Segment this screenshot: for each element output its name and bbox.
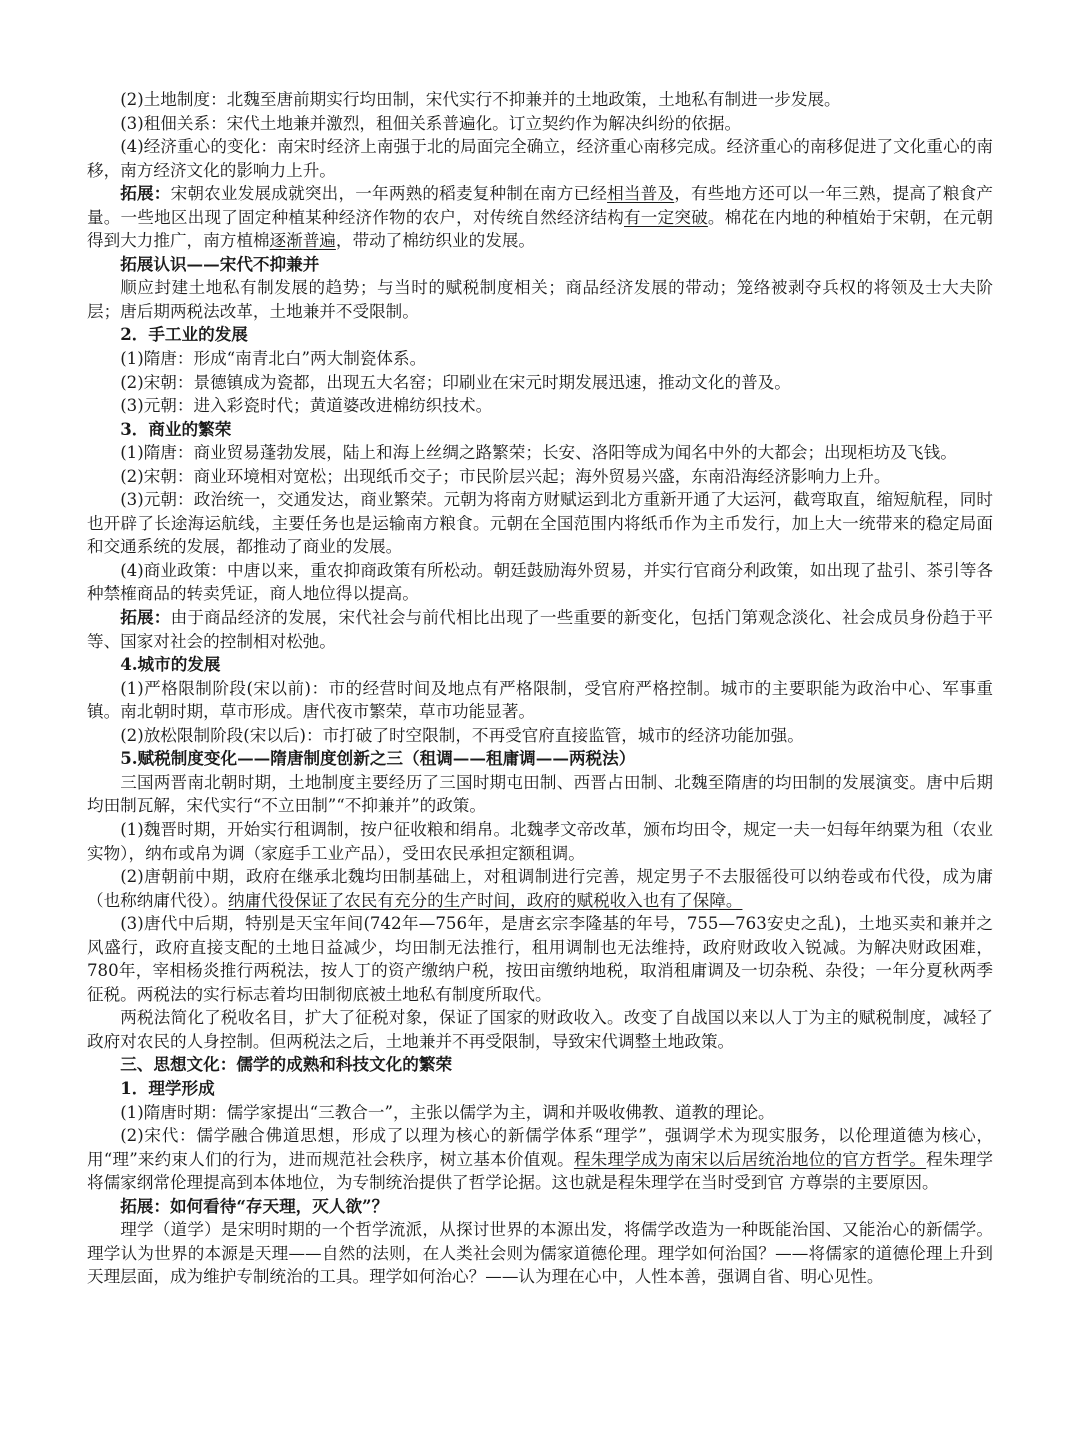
text-span: 2．手工业的发展: [120, 324, 248, 345]
text-span: (2)放松限制阶段(宋以后)：市打破了时空限制，不再受官府直接监管，城市的经济功能加强。: [120, 725, 804, 745]
text-span: (4)商业政策：中唐以来，重农抑商政策有所松动。朝廷鼓励海外贸易，并实行官商分利政策，如出现了盐引、茶引等各种禁榷商品的转卖凭证，商人地位得以提高。: [87, 560, 993, 604]
paragraph: [87, 88, 993, 112]
paragraph: [87, 488, 993, 559]
underlined-text: 逐渐普遍: [269, 231, 336, 251]
text-span: (4)经济重心的变化：南宋时经济上南强于北的局面完全确立，经济重心南移完成。经济重心的南移促进了文化重心的南移，南方经济文化的影响力上升。: [87, 137, 993, 180]
text-span: (3)租佃关系：宋代土地兼并激烈，租佃关系普遍化。订立契约作为解决纠纷的依据。: [120, 113, 742, 133]
underlined-text: 相当普及: [607, 184, 675, 204]
paragraph: [87, 112, 993, 136]
text-span: (1)隋唐：形成“南青北白”两大制瓷体系。: [120, 349, 427, 369]
paragraph: [87, 606, 993, 653]
section-heading: [87, 1053, 993, 1077]
underlined-text: 程朱理学成为南宋以后居统治地位的官方哲学。: [573, 1149, 927, 1169]
bold-label: 拓展：: [120, 607, 171, 628]
text-span: 拓展：如何看待“存天理，灭人欲”？: [120, 1195, 389, 1216]
paragraph: [87, 1218, 993, 1289]
text-span: (2)唐朝前中期，政府在继承北魏均田制基础上，对租调制进行完善，规定男子不去服徭役可以纳卷或布代役，成为庸（也称纳庸代役）。: [87, 867, 993, 910]
bold-label: 拓展：: [120, 183, 171, 204]
section-heading: [87, 1195, 993, 1219]
paragraph: [87, 394, 993, 418]
document-body: [87, 88, 993, 1289]
text-span: (3)元朝：政治统一，交通发达，商业繁荣。元朝为将南方财赋运到北方重新开通了大运河，截弯取直，缩短航程，同时也开辟了长途海运航线，主要任务也是运输南方粮食。元朝在全国范围内将纸币作为主币发行，加上大一统带来的稳定局面和交通系统的发展，都推动了商业的发展。: [87, 490, 993, 557]
text-span: ，有些地方还可以一年三熟，提高了粮食产量。一些地区出现了固定种植某种经济作物的农户，对传统自然经济结构: [87, 184, 994, 227]
text-span: (1)隋唐时期：儒学家提出“三教合一”，主张以儒学为主，调和并吸收佛教、道教的理论。: [120, 1102, 775, 1122]
text-span: 顺应封建土地私有制发展的趋势；与当时的赋税制度相关；商品经济发展的带动；笼络被剥夺兵权的将领及士大夫阶层；唐后期两税法改革，土地兼并不受限制。: [87, 278, 993, 321]
text-span: (1)魏晋时期，开始实行租调制，按户征收粮和绢帛。北魏孝文帝改革，颁布均田令，规定一夫一妇每年纳粟为租（农业实物），纳布或帛为调（家庭手工业产品），受田农民承担定额租调。: [87, 819, 993, 863]
paragraph: [87, 371, 993, 395]
paragraph: [87, 677, 993, 724]
paragraph: [87, 724, 993, 748]
underlined-text: 有一定突破: [624, 207, 708, 227]
text-span: 三国两晋南北朝时期，土地制度主要经历了三国时期屯田制、西晋占田制、北魏至隋唐的均田制的发展演变。唐中后期均田制瓦解，宋代实行“不立田制”“不抑兼并”的政策。: [87, 772, 993, 816]
paragraph: [87, 865, 993, 912]
text-span: (1)隋唐：商业贸易蓬勃发展，陆上和海上丝绸之路繁荣；长安、洛阳等成为闻名中外的大都会；出现柜坊及飞钱。: [120, 443, 957, 463]
section-heading: [87, 323, 993, 347]
paragraph: [87, 441, 993, 465]
text-span: 三、思想文化：儒学的成熟和科技文化的繁荣: [120, 1054, 453, 1075]
paragraph: [87, 276, 993, 323]
text-span: (2)土地制度：北魏至唐前期实行均田制，宋代实行不抑兼并的土地政策，土地私有制进一步发展。: [120, 90, 841, 109]
text-span: ，带动了棉纺织业的发展。: [335, 231, 536, 251]
text-span: (2)宋朝：商业环境相对宽松；出现纸币交子；市民阶层兴起；海外贸易兴盛，东南沿海经济影响力上升。: [120, 466, 891, 486]
paragraph: [87, 559, 993, 606]
text-span: 5.赋税制度变化——隋唐制度创新之三（租调——租庸调——两税法）: [120, 748, 636, 769]
text-span: 4.城市的发展: [120, 654, 221, 675]
section-heading: [87, 1077, 993, 1101]
paragraph: [87, 135, 993, 182]
text-span: (2)宋朝：景德镇成为瓷都，出现五大名窑；印刷业在宋元时期发展迅速，推动文化的普及。: [120, 372, 791, 392]
paragraph: [87, 1101, 993, 1125]
text-span: 两税法简化了税收名目，扩大了征税对象，保证了国家的财政收入。改变了自战国以来以人丁为主的赋税制度，减轻了政府对农民的人身控制。但两税法之后，土地兼并不再受限制，导致宋代调整土地政策。: [87, 1008, 993, 1051]
paragraph: [87, 1124, 993, 1195]
text-span: 宋朝农业发展成就突出，一年两熟的稻麦复种制在南方已经: [170, 184, 608, 204]
text-span: 由于商品经济的发展，宋代社会与前代相比出现了一些重要的新变化，包括门第观念淡化、社会成员身份趋于平等、国家对社会的控制相对松弛。: [87, 608, 994, 651]
text-span: 1．理学形成: [120, 1077, 215, 1098]
paragraph: [87, 347, 993, 371]
paragraph: [87, 182, 993, 253]
section-heading: [87, 747, 993, 771]
section-heading: [87, 253, 993, 277]
text-span: 拓展认识——宋代不抑兼并: [120, 253, 320, 274]
text-span: 程朱理学将儒家纲常伦理提高到本体地位，为专制统治提供了哲学论据。这也就是程朱理学在当时受到官 方尊崇的主要原因。: [87, 1149, 994, 1193]
text-span: (3)元朝：进入彩瓷时代；黄道婆改进棉纺织技术。: [120, 396, 493, 416]
paragraph: [87, 912, 993, 1006]
paragraph: [87, 465, 993, 489]
text-span: 理学（道学）是宋明时期的一个哲学流派，从探讨世界的本源出发，将儒学改造为一种既能治国、又能治心的新儒学。理学认为世界的本源是天理——自然的法则，在人类社会则为儒家道德伦理。理学如何治国？——将儒家的道德伦理上升到天理层面，成为维护专制统治的工具。理学如何治心？——认为理在心中，人性本善，强调自省、明心见性。: [87, 1220, 993, 1287]
paragraph: [87, 771, 993, 818]
text-span: (2)宋代：儒学融合佛道思想，形成了以理为核心的新儒学体系“理学”，强调学术为现实服务，以伦理道德为核心，用“理”来约束人们的行为，进而规范社会秩序，树立基本价值观。: [87, 1126, 993, 1169]
paragraph: [87, 1006, 993, 1053]
paragraph: [87, 818, 993, 865]
section-heading: [87, 653, 993, 677]
underlined-text: 纳庸代役保证了农民有充分的生产时间，政府的赋税收入也有了保障。: [228, 890, 743, 910]
section-heading: [87, 418, 993, 442]
text-span: 3．商业的繁荣: [120, 418, 232, 439]
text-span: 。棉花在内地的种植始于宋朝，在元朝得到大力推广，南方植棉: [87, 207, 993, 251]
text-span: (3)唐代中后期，特别是天宝年间(742年—756年，是唐玄宗李隆基的年号，755—763安史之乱)，土地买卖和兼并之风盛行，政府直接支配的土地日益减少，均田制无法推行，租用调制也无法维持，政府财政收入锐减。为解决财政困难，780年，宰相杨炎推行两税法，按人丁的资产缴纳户税，按田亩缴纳地税，取消租庸调及一切杂税、杂役；一年分夏秋两季征税。两税法的实行标志着均田制彻底被土地私有制度所取代。: [87, 914, 993, 1004]
text-span: (1)严格限制阶段(宋以前)：市的经营时间及地点有严格限制，受官府严格控制。城市的主要职能为政治中心、军事重镇。南北朝时期，草市形成。唐代夜市繁荣，草市功能显著。: [87, 678, 993, 722]
